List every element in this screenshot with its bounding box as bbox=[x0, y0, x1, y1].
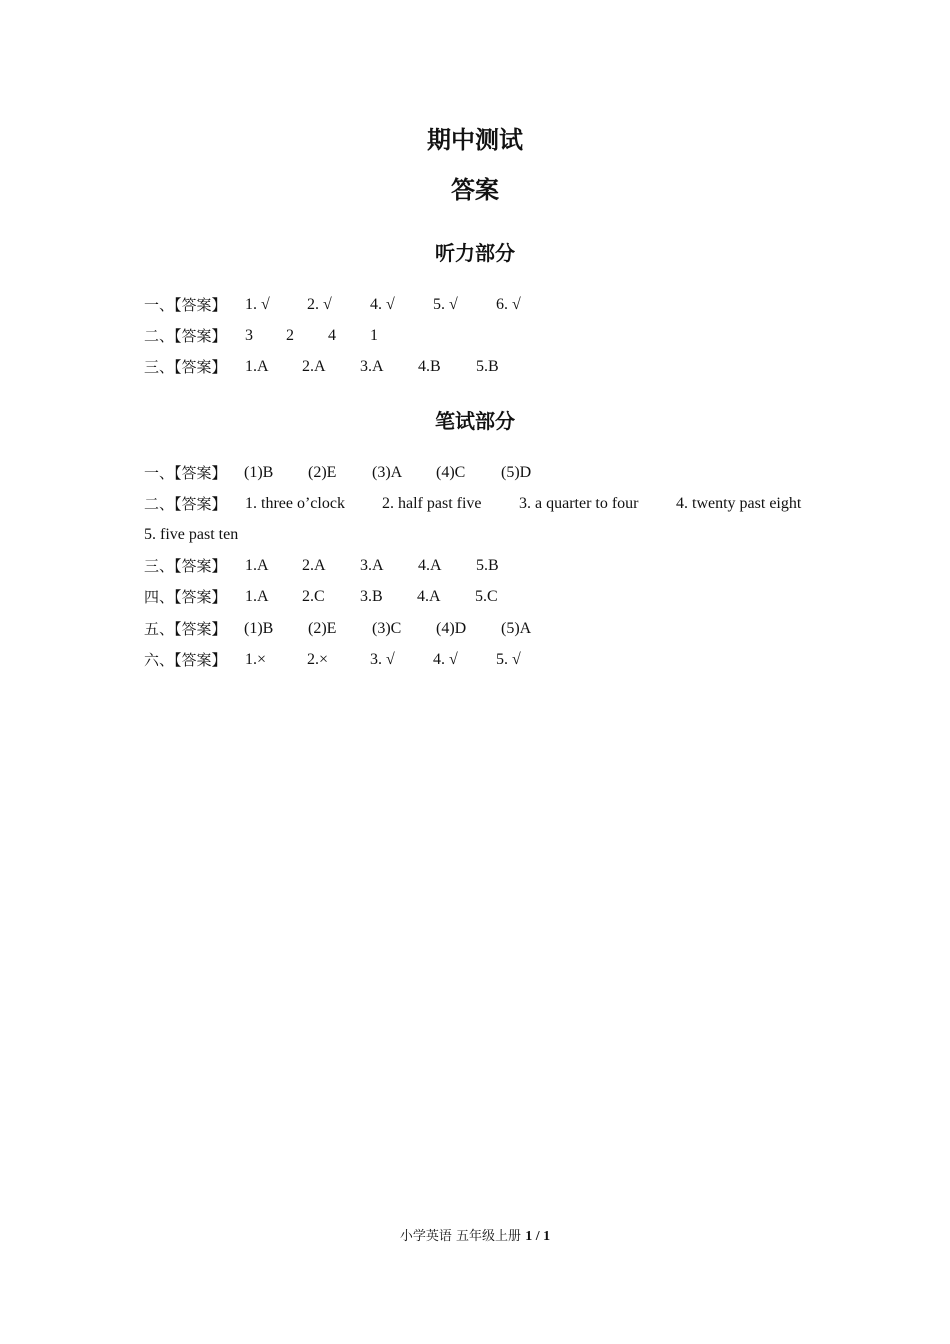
answer-item: 3. a quarter to four bbox=[519, 495, 639, 512]
question-number: 四、 bbox=[144, 588, 175, 606]
answer-tag: 【答案】 bbox=[174, 620, 227, 638]
question-number: 三、 bbox=[144, 557, 175, 575]
answer-tag: 【答案】 bbox=[174, 358, 227, 376]
answer-row bbox=[144, 585, 498, 609]
answer-item: 5.C bbox=[475, 588, 498, 605]
question-number: 六、 bbox=[144, 651, 175, 669]
answer-item: 1.A bbox=[245, 358, 269, 375]
answer-item: (5)D bbox=[501, 464, 532, 481]
answer-item: (2)E bbox=[308, 620, 337, 637]
listening-heading: 听力部分 bbox=[435, 241, 515, 265]
answer-item: (3)A bbox=[372, 464, 403, 481]
answer-row bbox=[144, 355, 499, 379]
answer-item: 2. half past five bbox=[382, 495, 482, 512]
answer-item: 4. twenty past eight bbox=[676, 495, 802, 512]
answer-item: 5. √ bbox=[496, 651, 521, 668]
answer-item: (4)C bbox=[436, 464, 466, 481]
answer-tag: 【答案】 bbox=[174, 588, 227, 606]
page-title: 期中测试 bbox=[427, 126, 523, 154]
answer-tag: 【答案】 bbox=[174, 296, 227, 314]
answer-row bbox=[144, 293, 521, 317]
answer-item: 3 bbox=[245, 327, 253, 344]
answer-tag: 【答案】 bbox=[174, 557, 227, 575]
answer-item: 2.C bbox=[302, 588, 325, 605]
answer-item: 1 bbox=[370, 327, 378, 344]
answer-row bbox=[144, 554, 499, 578]
page-number: 1 / 1 bbox=[525, 1229, 551, 1244]
answer-item: 3.A bbox=[360, 358, 384, 375]
answer-item: 4.A bbox=[418, 557, 442, 574]
answer-item: (5)A bbox=[501, 620, 532, 637]
answer-item: 3. √ bbox=[370, 651, 395, 668]
answer-item: 3.A bbox=[360, 557, 384, 574]
answer-item: 4 bbox=[328, 327, 336, 344]
answer-item: 3.B bbox=[360, 588, 383, 605]
answer-item: 2.A bbox=[302, 358, 326, 375]
question-number: 一、 bbox=[144, 464, 175, 482]
footer-text: 小学英语 五年级上册 bbox=[399, 1229, 522, 1244]
question-number: 二、 bbox=[144, 327, 175, 345]
answer-item: 1.A bbox=[245, 588, 269, 605]
question-number: 三、 bbox=[144, 358, 175, 376]
answer-row bbox=[144, 324, 378, 348]
answer-item: 2.A bbox=[302, 557, 326, 574]
answer-item: 5. five past ten bbox=[144, 526, 239, 543]
answer-item: 5. √ bbox=[433, 296, 458, 313]
answer-item: 1. three o’clock bbox=[245, 495, 345, 512]
answer-item: (4)D bbox=[436, 620, 467, 637]
answer-item: 2 bbox=[286, 327, 294, 344]
answer-row bbox=[144, 648, 521, 672]
answer-item: 1.A bbox=[245, 557, 269, 574]
question-number: 五、 bbox=[144, 620, 175, 638]
page-footer bbox=[0, 1227, 950, 1247]
answer-item: 4. √ bbox=[433, 651, 458, 668]
answer-row bbox=[144, 461, 532, 485]
answer-item: 5.B bbox=[476, 358, 499, 375]
answer-item: 2. √ bbox=[307, 296, 332, 313]
answer-item: (1)B bbox=[244, 464, 274, 481]
answer-row bbox=[144, 617, 532, 641]
question-number: 二、 bbox=[144, 495, 175, 513]
answer-item: (3)C bbox=[372, 620, 402, 637]
answer-tag: 【答案】 bbox=[174, 464, 227, 482]
question-number: 一、 bbox=[144, 296, 175, 314]
answer-item: 4. √ bbox=[370, 296, 395, 313]
answer-item: 2.× bbox=[307, 651, 329, 668]
page-subtitle: 答案 bbox=[451, 176, 499, 204]
answer-item: 5.B bbox=[476, 557, 499, 574]
answer-item: 4.B bbox=[418, 358, 441, 375]
answer-item: 6. √ bbox=[496, 296, 521, 313]
answer-item: (1)B bbox=[244, 620, 274, 637]
answer-tag: 【答案】 bbox=[174, 651, 227, 669]
answer-item: 1.× bbox=[245, 651, 267, 668]
answer-item: 1. √ bbox=[245, 296, 270, 313]
answer-row bbox=[144, 492, 802, 516]
answer-tag: 【答案】 bbox=[174, 327, 227, 345]
answer-item: 4.A bbox=[417, 588, 441, 605]
answer-item: (2)E bbox=[308, 464, 337, 481]
answer-tag: 【答案】 bbox=[174, 495, 227, 513]
written-heading: 笔试部分 bbox=[435, 409, 515, 433]
